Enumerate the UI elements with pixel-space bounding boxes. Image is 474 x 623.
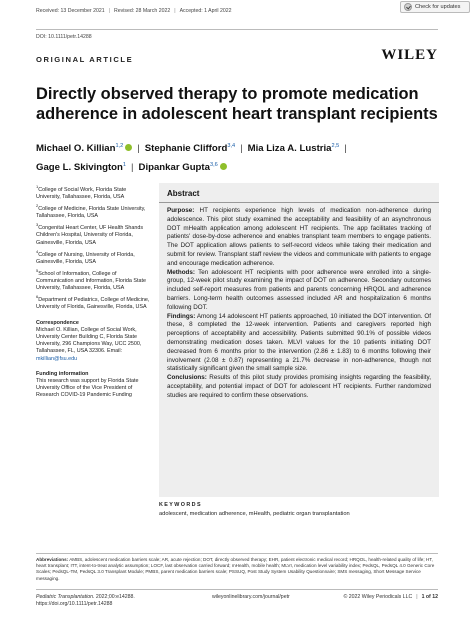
affiliation-number: 1	[36, 184, 39, 189]
abstract-conclusions	[167, 374, 431, 400]
abbreviations-label: Abbreviations:	[36, 557, 69, 562]
accepted-date: Accepted: 1 April 2022	[179, 8, 232, 14]
affiliation	[36, 248, 152, 266]
article-title: Directly observed therapy to promote medication adherence in adolescent heart transplant recipients	[36, 85, 438, 123]
author[interactable]	[145, 143, 235, 154]
author-name: Mia Liza A. Lustria	[247, 143, 332, 155]
author-separator: |	[137, 143, 140, 155]
footer-divider	[36, 589, 438, 590]
author-name: Gage L. Skivington	[36, 162, 123, 174]
affiliation-number: 5	[36, 268, 39, 274]
funding-text: This research was support by Florida State University Office of the Vice President of Research COVID-19 Pandemic Funding	[36, 378, 139, 399]
affiliation-number: 6	[36, 294, 39, 300]
conclusions-label: Conclusions:	[167, 374, 207, 382]
revised-date: Revised: 28 March 2022	[114, 8, 171, 14]
abstract-methods	[167, 269, 431, 313]
correspondence-text	[36, 327, 152, 363]
affiliation	[36, 221, 152, 246]
affiliation-text: College of Medicine, Florida State University, Tallahassee, Florida, USA	[36, 206, 146, 220]
findings-label: Findings:	[167, 312, 196, 320]
abbreviations-text: AMBS, adolescent medication barriers scale; AR, acute rejection; DOT, directly observed therapy; EHR, patient electronic medical record; HRQOL, health-related quality of life; HT, heart transplant; ITT, intent-to-treat analytic assumption; LOCF, last observation carried forward; mHealth, mobile health; MLVI, medication level variability index; PedsQL, PedsQL 4.0 Generic Core Scales; PedsQL-TM, PedsQL 3.0 Transplant Module; PMBS, parent medication barriers scale; PSSUQ, Post Study System Usability Questionnaire; SMS messaging, Short Message Service messaging.	[36, 557, 435, 581]
author-affiliation-sup: 1,2	[115, 143, 124, 149]
abbreviations	[36, 557, 438, 582]
affiliation-number: 2	[36, 203, 39, 209]
check-for-updates-button[interactable]	[400, 1, 470, 13]
purpose-label: Purpose:	[167, 207, 195, 214]
email-label: Email:	[107, 348, 123, 355]
author[interactable]	[139, 162, 227, 173]
affiliation	[36, 183, 152, 201]
date-separator: |	[108, 8, 110, 14]
affiliation	[36, 267, 152, 292]
author[interactable]	[36, 162, 126, 173]
citation: 2022;00:e14288.	[95, 594, 135, 600]
page-number: 1 of 12	[421, 594, 438, 600]
copyright: © 2022 Wiley Periodicals LLC	[343, 594, 413, 600]
author-name: Stephanie Clifford	[144, 143, 228, 155]
affiliation-text: College of Nursing, University of Florida, Gainesville, Florida, USA	[36, 251, 135, 265]
received-date: Received: 13 December 2021	[36, 8, 105, 14]
header-divider	[36, 29, 438, 30]
footer-separator: |	[416, 594, 418, 600]
journal-name: Pediatric Transplantation.	[36, 594, 95, 600]
abbreviations-divider	[36, 553, 438, 554]
methods-text: Ten adolescent HT recipients with poor adherence were enrolled into a single-group, 12-week pilot study examining the impact of DOT on adherence. Secondary outcomes included self-report measures from patients and parents concerning HRQOL and adherence barriers. Long-term health outcomes assessed included AR and hospitalization 6 months following DOT.	[167, 268, 431, 311]
affiliation	[36, 293, 152, 311]
article-type: ORIGINAL ARTICLE	[36, 55, 134, 64]
journal-website[interactable]: wileyonlinelibrary.com/journal/petr	[212, 594, 290, 600]
affiliation-number: 4	[36, 248, 39, 254]
footer-citation	[36, 594, 135, 608]
methods-label: Methods:	[167, 268, 195, 276]
funding-heading: Funding information	[36, 370, 89, 377]
abstract-panel	[159, 183, 439, 497]
orcid-icon[interactable]	[125, 144, 132, 151]
author-separator: |	[240, 143, 243, 155]
check-for-updates-label: Check for updates	[415, 4, 461, 10]
purpose-text: HT recipients experience high levels of medication non-adherence during adolescence. This pilot study examined the acceptability and feasibility of an asynchronous DOT mHealth application among adolescent HT recipients. The app facilitates tracking of patients' dose-by-dose adherence and enables transplant team members to engage patients. The DOT application allows patients to self-record videos while taking their medication and submit for review. Transplant staff review the videos and communicate with patients to engage and encourage medication adherence.	[167, 207, 431, 267]
check-icon	[404, 3, 412, 11]
affiliation-number: 3	[36, 222, 39, 228]
author-affiliation-sup: 3,4	[227, 143, 236, 149]
article-dates	[36, 8, 232, 14]
date-separator: |	[174, 8, 176, 14]
doi-link[interactable]: https://doi.org/10.1111/petr.14288	[36, 600, 113, 607]
header-bar	[0, 0, 474, 24]
author-affiliation-sup: 2,5	[331, 143, 340, 149]
correspondence-email[interactable]: mkillian@fsu.edu	[36, 355, 78, 362]
author-affiliation-sup: 1	[122, 162, 127, 169]
abstract-findings	[167, 313, 431, 375]
affiliation	[36, 202, 152, 220]
author[interactable]	[248, 143, 340, 154]
author[interactable]	[36, 143, 132, 154]
correspondence-address: Michael O. Killian, College of Social Work, University Center Building C, Florida State University, 296 Champions Way, UCC 2500, Tallahassee, FL, USA 32306.	[36, 326, 142, 355]
affiliation-text: College of Social Work, Florida State University, Tallahassee, Florida, USA	[36, 186, 127, 200]
correspondence-heading: Correspondence	[36, 319, 79, 326]
conclusions-text: Results of this pilot study provides promising insights regarding the feasibility, acceptability, and potential impact of DOT for adolescent HT recipients. Further randomized studies are required to confirm these observations.	[167, 374, 431, 399]
affiliation-text: Department of Pediatrics, College of Medicine, University of Florida, Gainesville, Florida, USA	[36, 297, 150, 311]
abstract-purpose	[167, 207, 431, 269]
footer-right	[344, 594, 439, 600]
keywords-heading: KEYWORDS	[159, 502, 202, 508]
orcid-icon[interactable]	[220, 163, 227, 170]
keywords-text: adolescent, medication adherence, mHealth, pediatric organ transplantation	[159, 511, 350, 517]
abstract-heading: Abstract	[167, 189, 200, 198]
author-name: Michael O. Killian	[36, 143, 116, 155]
author-separator: |	[344, 143, 347, 155]
author-affiliation-sup: 3,6	[209, 162, 218, 169]
sidebar-info	[36, 183, 152, 400]
author-name: Dipankar Gupta	[138, 162, 210, 174]
author-list	[36, 138, 446, 176]
abstract-divider	[159, 202, 439, 203]
publisher-logo: WILEY	[381, 47, 438, 63]
findings-text: Among 14 adolescent HT patients approached, 10 initiated the DOT intervention. Of these, 8 completed the 12-week intervention. Patients and caregivers reported high perceptions of acceptability and accessibility. Patients submitted 90.1% of possible videos demonstrating medication doses taken. MLVI values for the 10 patients initiating DOT decreased from 6 months prior to the intervention (2.86 ± 1.83) to 6 months following their involvement (2.08 ± 0.87) representing a 21.7% decrease in non-adherence, though not statistically significant given the small sample size.	[167, 312, 432, 373]
article-doi[interactable]: DOI: 10.1111/petr.14288	[36, 34, 92, 40]
author-separator: |	[131, 162, 134, 174]
affiliation-text: School of Information, College of Communication and Information, Florida State University, Tallahassee, Florida, USA	[36, 270, 146, 292]
affiliation-text: Congenital Heart Center, UF Health Shands Children's Hospital, University of Florida, Gainesville, Florida, USA	[36, 225, 144, 246]
